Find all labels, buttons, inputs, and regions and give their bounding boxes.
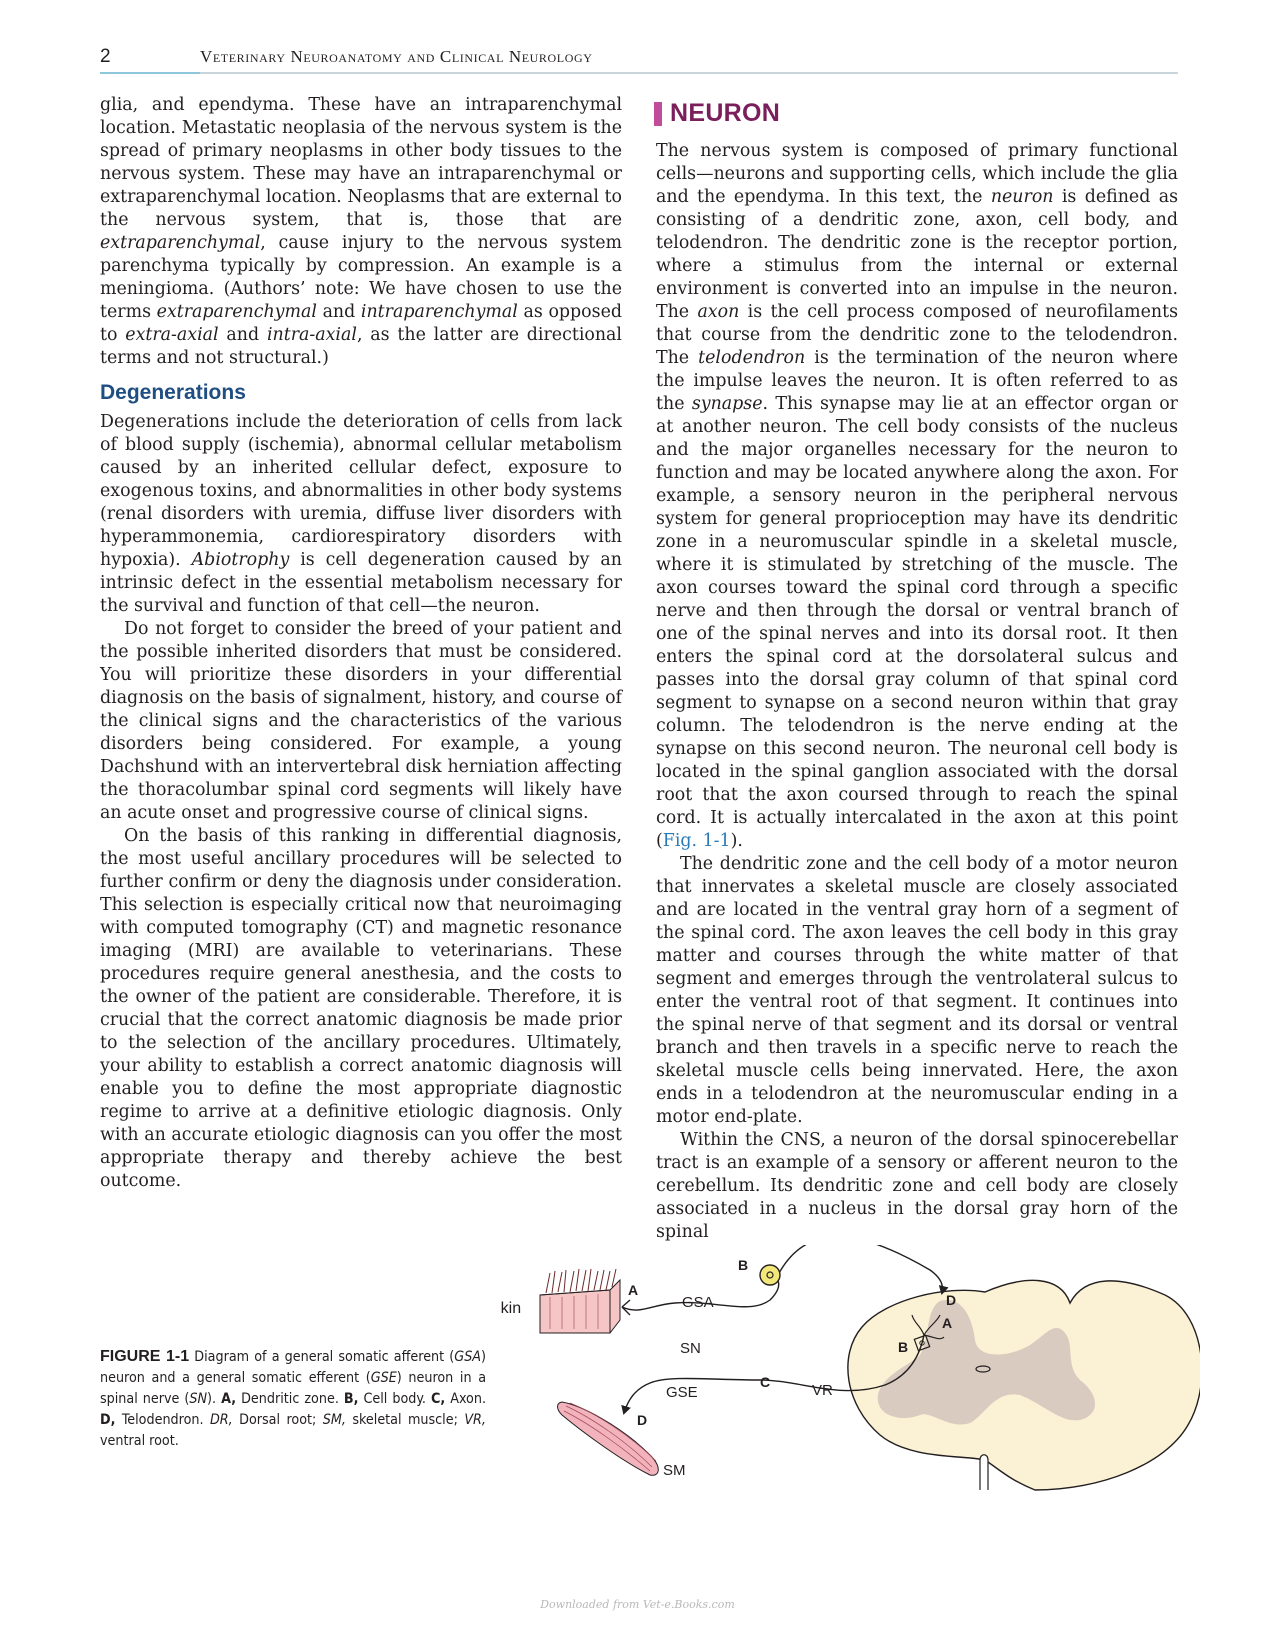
label-vr: VR (812, 1382, 833, 1399)
body-paragraph: The nervous system is composed of primary functional cells—neurons and supporting cells, which include the glia and the ependyma. In this text, the neuron is defined as consisting of a dendritic zone, axon, cell body, and telodendron. The dendritic zone is the receptor portion, where a stimulus from the internal or external environment is converted into an impulse in the neuron. The axon is the cell process composed of neurofilaments that course from the dendritic zone to the telodendron. The telodendron is the termination of the neuron where the impulse leaves the neuron. It is often referred to as the synapse. This synapse may lie at an effector organ or at another neuron. The cell body consists of the nucleus and the major organelles necessary for the neuron to function and may be located anywhere along the axon. For example, a sensory neuron in the peripheral nervous system for general proprioception may have its dendritic zone in a neuromuscular spindle in a skeletal muscle, where it is stimulated by stretching of the muscle. The axon courses toward the spinal cord through a specific nerve and then through the dorsal or ventral branch of one of the spinal nerves and into its dorsal root. It then enters the spinal cord at the dorsolateral sulcus and passes into the dorsal gray column of that spinal cord segment to synapse on a second neuron within that gray column. The telodendron is the nerve ending at the synapse on this second neuron. The neuronal cell body is located in the spinal ganglion associated with the dorsal root that the axon coursed through to reach the spinal cord. It is actually intercalated in the axon at this point (Fig. 1-1). (656, 141, 1179, 851)
page-number: 2 (100, 46, 111, 67)
italic-term: Abiotrophy (191, 550, 290, 570)
section-heading-neuron (654, 99, 1178, 128)
figure-label: FIGURE 1-1 (100, 1348, 190, 1365)
figure-caption-text: Diagram of a general somatic afferent (GSA) neuron and a general somatic efferent (GSE) neuron in a spinal nerve (SN). A, Dendritic zone. B, Cell body. C, Axon. D, Telodendron. DR, Dorsal root; SM, skeletal muscle; VR, ventral root. (100, 1349, 487, 1449)
body-paragraph: The dendritic zone and the cell body of a motor neuron that innervates a skeletal muscle are closely associated and are located in the ventral gray horn of a segment of the spinal cord. The axon leaves the cell body in this gray matter and courses through the white matter of that segment and emerges through the ventrolateral sulcus to enter the ventral root of that segment. It continues into the spinal nerve of that segment and its dorsal or ventral branch and then travels in a specific nerve to reach the skeletal muscle cells being innervated. Here, the axon ends in a telodendron at the neuromuscular ending in a motor end-plate. (656, 854, 1178, 1127)
label-a-efferent: A (942, 1315, 953, 1331)
italic-term: GSE (370, 1370, 397, 1386)
body-paragraph: Do not forget to consider the breed of your patient and the possible inherited disorders that must be considered. You will prioritize these disorders in your differential diagnosis on the basis of signalment, history, and course of the clinical signs and the characteristics of the various disorders being considered. For example, a young Dachshund with an intervertebral disk herniation affecting the thoracolumbar spinal cord segments will likely have an acute onset and progressive course of clinical signs. (100, 619, 622, 823)
italic-term: VR, (464, 1412, 486, 1428)
dorsal-root-axon (778, 1245, 943, 1293)
heading-bar (654, 102, 662, 126)
running-header (100, 44, 1178, 74)
italic-term: SM, (322, 1412, 346, 1428)
label-gsa: GSA (682, 1294, 714, 1311)
label-skin: kin (500, 1300, 522, 1317)
neuron-diagram-svg (500, 1245, 1200, 1545)
neuron-heading-text: NEURON (670, 99, 781, 127)
intro-paragraph: glia, and ependyma. These have an intraparenchymal location. Metastatic neoplasia of the nervous system is the spread of primary neoplasms in other body tissues to the nervous system. These may have an intraparenchymal or extraparenchymal location. Neoplasms that are external to the nervous system, that is, those that are extraparenchymal, cause injury to the nervous system parenchyma typically by compression. An example is a meningioma. (Authors’ note: We have chosen to use the terms extraparenchymal and intraparenchymal as opposed to extra-axial and intra-axial, as the latter are directional terms and not structural.) (100, 95, 622, 368)
spinal-ganglion-cell-body (760, 1265, 780, 1285)
label-b-afferent: B (738, 1257, 749, 1273)
italic-term: SN (189, 1391, 208, 1407)
header-rule (100, 72, 1178, 74)
italic-term: intraparenchymal (360, 302, 518, 322)
italic-term: DR, (209, 1412, 233, 1428)
header-rule-accent (100, 72, 200, 74)
italic-term: extraparenchymal (156, 302, 317, 322)
label-a-afferent: A (628, 1282, 639, 1298)
bold-term: C, (430, 1391, 446, 1407)
body-paragraph: Within the CNS, a neuron of the dorsal spinocerebellar tract is an example of a sensory or afferent neuron to the cerebellum. Its dendritic zone and cell body are closely associated in a nucleus in the dorsal gray horn of the spinal (656, 1130, 1178, 1242)
ventral-median-fissure (980, 1455, 988, 1490)
label-d-afferent: D (946, 1292, 957, 1308)
label-c-efferent: C (760, 1374, 771, 1390)
italic-term: telodendron (698, 348, 806, 368)
italic-term: neuron (990, 187, 1054, 207)
figure-reference-link[interactable]: Fig. 1-1 (662, 831, 731, 851)
italic-term: intra-axial (266, 325, 357, 345)
label-sm: SM (663, 1462, 686, 1479)
left-column (100, 94, 622, 1193)
label-d-efferent: D (637, 1412, 648, 1428)
bold-term: B, (343, 1391, 359, 1407)
body-paragraph: On the basis of this ranking in differential diagnosis, the most useful ancillary procedures will be selected to further confirm or deny the diagnosis under consideration. This selection is especially critical now that neuroimaging with computed tomography (CT) and magnetic resonance imaging (MRI) are available to veterinarians. These procedures require general anesthesia, and the costs to the owner of the patient are considerable. Therefore, it is crucial that the correct anatomic diagnosis be made prior to the selection of the ancillary procedures. Ultimately, your ability to establish a correct anatomic diagnosis will enable you to define the most appropriate diagnostic regime to arrive at a definitive etiologic diagnosis. Only with an accurate etiologic diagnosis can you offer the most appropriate therapy and thereby achieve the best outcome. (100, 826, 622, 1191)
neuron-diagram (500, 1245, 1200, 1545)
gsa-dendritic-zone (622, 1300, 630, 1315)
section-heading-degenerations: Degenerations (100, 381, 246, 404)
label-gse: GSE (666, 1384, 698, 1401)
download-watermark: Downloaded from Vet-e.Books.com (540, 1598, 735, 1611)
label-b-efferent: B (898, 1339, 909, 1355)
figure-caption (100, 1346, 486, 1452)
italic-term: synapse (691, 394, 763, 414)
body-paragraph: Degenerations include the deterioration of cells from lack of blood supply (ischemia), abnormal cellular metabolism caused by an inherited cellular defect, exposure to exogenous toxins, and abnormalities in other body systems (renal disorders with uremia, diffuse liver disorders with hyperammonemia, cardiorespiratory disorders with hypoxia). Abiotrophy is cell degeneration caused by an intrinsic defect in the essential metabolism necessary for the survival and function of that cell—the neuron. (100, 412, 622, 616)
bold-term: D, (100, 1412, 116, 1428)
italic-term: axon (697, 302, 740, 322)
italic-term: extraparenchymal (100, 233, 261, 253)
italic-term: GSA (454, 1349, 482, 1365)
skin-block (540, 1269, 620, 1333)
right-column (656, 94, 1178, 1244)
running-title: Veterinary Neuroanatomy and Clinical Neurology (200, 47, 593, 66)
bold-term: A, (221, 1391, 237, 1407)
label-sn: SN (680, 1340, 701, 1357)
italic-term: extra-axial (125, 325, 219, 345)
